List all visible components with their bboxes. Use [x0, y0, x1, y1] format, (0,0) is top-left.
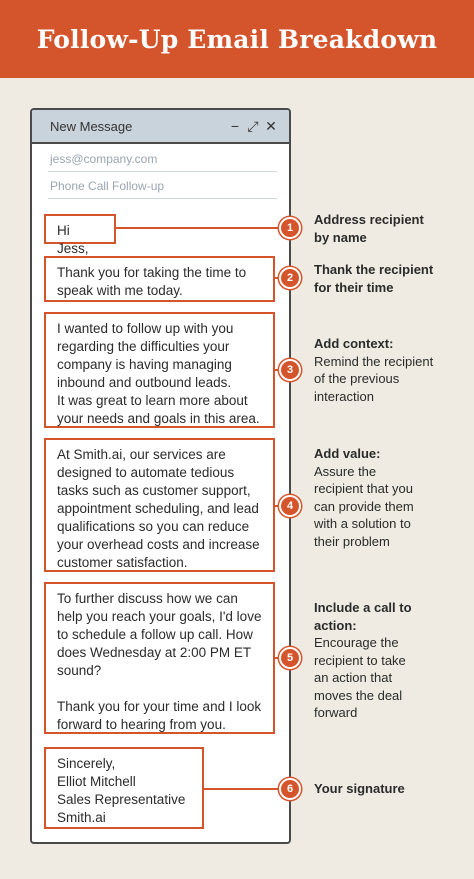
- greeting-block: Hi Jess,: [44, 214, 116, 244]
- connector-1: [116, 227, 280, 229]
- signature-block: Sincerely, Elliot Mitchell Sales Representative Smith.ai: [44, 747, 204, 829]
- step-badge-6: 6: [279, 778, 301, 800]
- connector-6: [203, 788, 280, 790]
- annotation-title: Thank the recipient for their time: [314, 262, 434, 295]
- annotation-5: [314, 599, 422, 722]
- annotation-title: Add context:: [314, 336, 394, 351]
- step-badge-2: 2: [279, 267, 301, 289]
- minimize-icon[interactable]: −: [230, 118, 240, 134]
- step-badge-1: 1: [279, 217, 301, 239]
- context-block: I wanted to follow up with you regarding the difficulties your company is having managing inbound and outbound leads. It was great to learn more about your needs and goals in this area.: [44, 312, 275, 428]
- expand-icon[interactable]: ⤢: [247, 118, 259, 134]
- title-banner: [0, 0, 474, 78]
- annotation-1: [314, 211, 434, 246]
- annotation-title: Add value:: [314, 446, 381, 461]
- annotation-title: Your signature: [314, 781, 405, 796]
- value-block: At Smith.ai, our services are designed to automate tedious tasks such as customer support, appointment scheduling, and lead qualifications so you can reduce your overhead costs and increase customer satisfaction.: [44, 438, 275, 572]
- close-icon[interactable]: ✕: [265, 118, 277, 134]
- thanks-block: Thank you for taking the time to speak with me today.: [44, 256, 275, 302]
- email-window: [30, 108, 291, 844]
- window-controls: [229, 117, 277, 135]
- annotation-3: [314, 335, 444, 405]
- to-field[interactable]: jess@company.com: [48, 146, 277, 172]
- annotation-2: [314, 261, 449, 296]
- window-title: New Message: [50, 118, 133, 134]
- annotation-6: [314, 780, 434, 798]
- annotation-body: Remind the recipient of the previous interaction: [314, 353, 434, 404]
- step-badge-3: 3: [279, 359, 301, 381]
- step-badge-5: 5: [279, 647, 301, 669]
- annotation-body: Assure the recipient that you can provide them with a solution to their problem: [314, 463, 414, 549]
- annotation-title: Address recipient by name: [314, 212, 424, 245]
- page-title: Follow-Up Email Breakdown: [36, 24, 438, 54]
- window-titlebar: [32, 110, 289, 144]
- subject-field[interactable]: Phone Call Follow-up: [48, 173, 277, 199]
- annotation-4: [314, 445, 422, 550]
- annotation-body: Encourage the recipient to take an action that moves the deal forward: [314, 635, 406, 720]
- annotation-title: Include a call to action:: [314, 600, 412, 633]
- step-badge-4: 4: [279, 495, 301, 517]
- call-to-action-block: To further discuss how we can help you reach your goals, I'd love to schedule a follow up call. How does Wednesday at 2:00 PM ET sound? Thank you for your time and I look forward to hearing from you.: [44, 582, 275, 734]
